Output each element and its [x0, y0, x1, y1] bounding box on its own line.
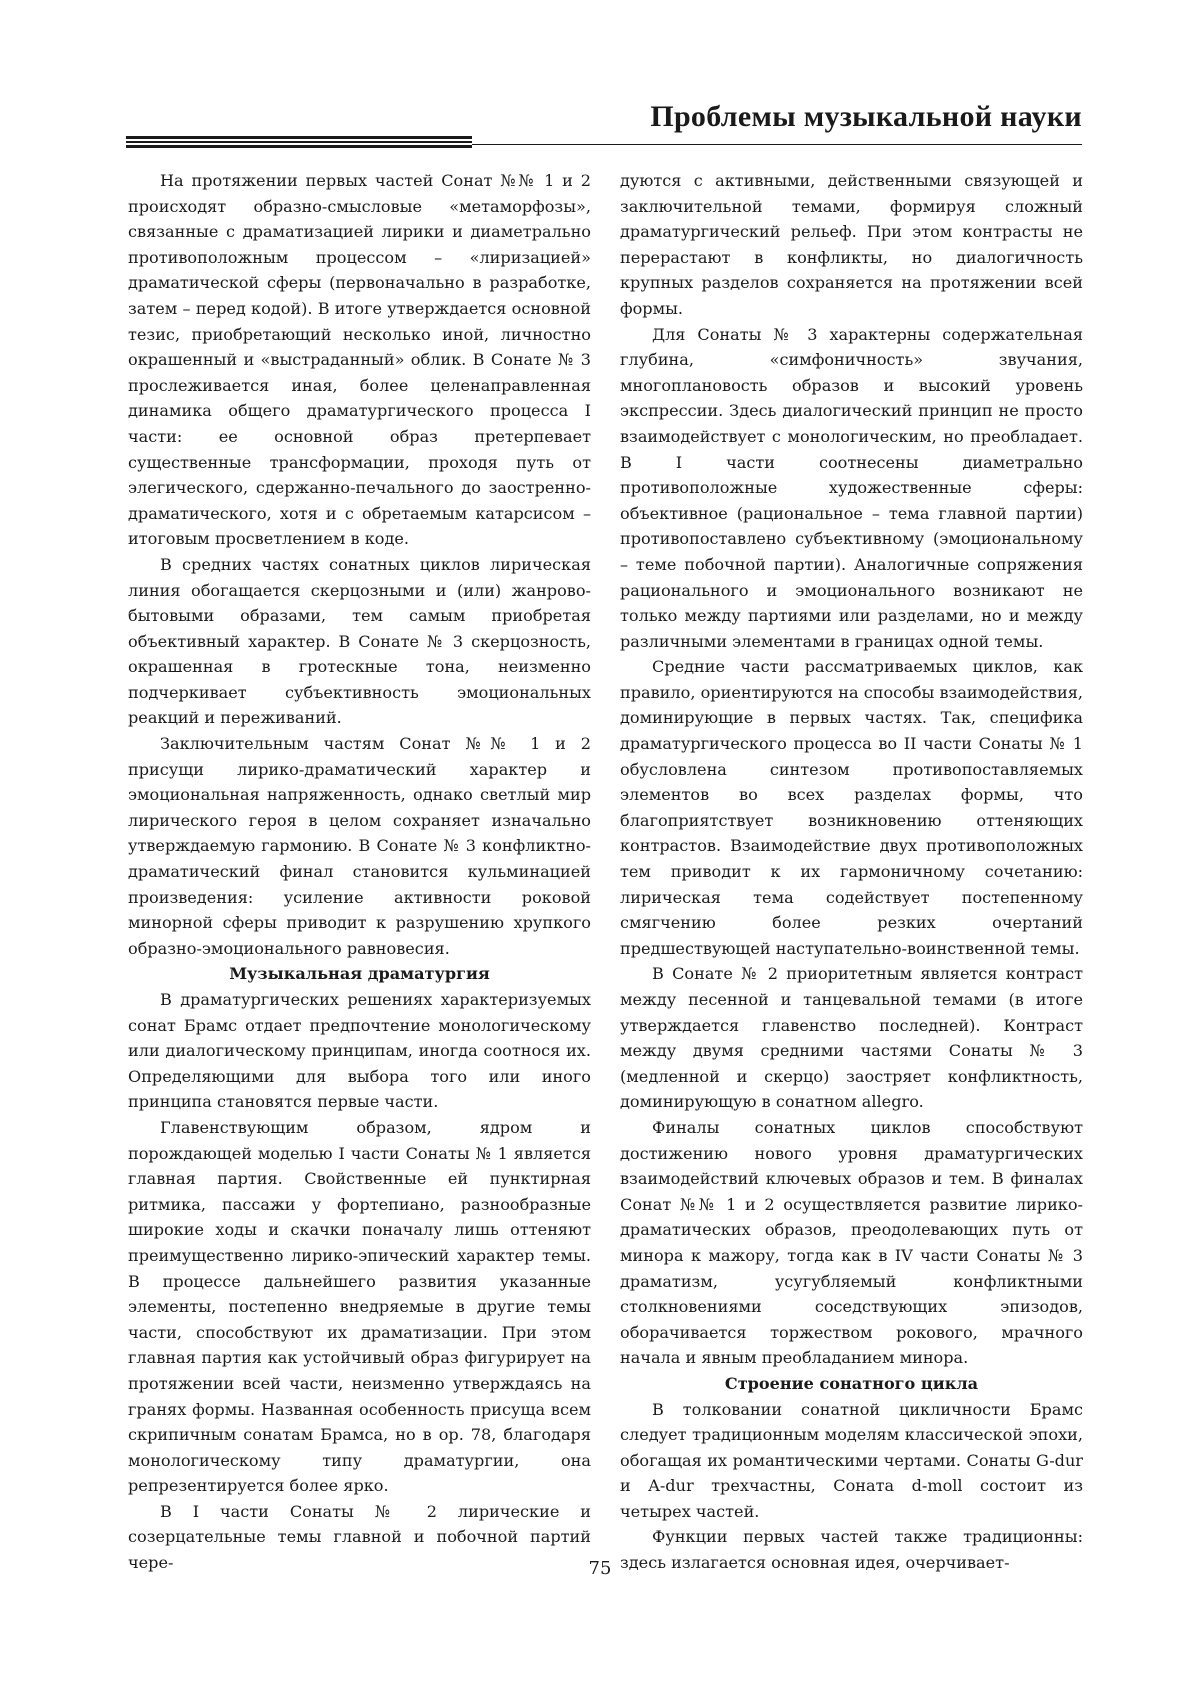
paragraph: Средние части рассматриваемых циклов, как правило, ориентируются на способы взаимодействия, доминирующие в первых частях. Так, специфика драматургического процесса во II части Сонаты № 1 обусловлена синтезом противопоставляемых элементов во всех разделах формы, что благоприятствует возникновению оттеняющих контрастов. Взаимодействие двух противоположных тем приводит к их гармоничному сочетанию: лирическая тема содействует постепенному смягчению более резких очертаний предшествующей наступательно-воинственной темы. [620, 657, 1083, 958]
running-header [126, 98, 1082, 150]
right-column [620, 168, 1083, 1576]
section-heading-cycle-structure: Строение сонатного цикла [724, 1373, 979, 1393]
header-decorative-rules [126, 136, 472, 150]
page-number: 75 [588, 1558, 612, 1579]
paragraph: В I части Сонаты № 2 лирические и созерцательные темы главной и побочной партий чере- [128, 1501, 591, 1573]
paragraph: В средних частях сонатных циклов лирическая линия обогащается скерцозными и (или) жанрово-бытовыми образами, тем самым приобретая объективный характер. В Сонате № 3 скерцозность, окрашенная в гротескные тона, неизменно подчеркивает субъективность эмоциональных реакций и переживаний. [128, 554, 591, 728]
paragraph: На протяжении первых частей Сонат №№ 1 и 2 происходят образно-смысловые «метаморфозы», связанные с драматизацией лирики и диаметрально противоположным процессом – «лиризацией» драматической сферы (первоначально в разработке, затем – перед кодой). В итоге утверждается основной тезис, приобретающий несколько иной, личностно окрашенный и «выстраданный» облик. В Сонате № 3 прослеживается иная, более целенаправленная динамика общего драматургического процесса I части: ее основной образ претерпевает существенные трансформации, проходя путь от элегического, сдержанно-печального до заостренно-драматического, хотя и с обретаемым катарсисом – итоговым просветлением в коде. [128, 171, 591, 549]
paragraph: Финалы сонатных циклов способствуют достижению нового уровня драматургических взаимодействий ключевых образов и тем. В финалах Сонат №№ 1 и 2 осуществляется развитие лирико-драматических образов, преодолевающих путь от минора к мажору, тогда как в IV части Сонаты № 3 драматизм, усугубляемый конфликтными столкновениями соседствующих эпизодов, оборачивается торжеством рокового, мрачного начала и явным преобладанием минора. [620, 1117, 1083, 1368]
left-column [128, 168, 591, 1576]
paragraph-continued: дуются с активными, действенными связующей и заключительной темами, формируя сложный драматургический рельеф. При этом контрасты не перерастают в конфликты, но диалогичность крупных разделов сохраняется на протяжении всей формы. [620, 171, 1083, 318]
paragraph: Заключительным частям Сонат №№ 1 и 2 присущи лирико-драматический характер и эмоциональная напряженность, однако светлый мир лирического героя в целом сохраняет изначально утверждаемую гармонию. В Сонате № 3 конфликтно-драматический финал становится кульминацией произведения: усиление активности роковой минорной сферы приводит к разрушению хрупкого образно-эмоционального равновесия. [128, 734, 591, 958]
header-rule [472, 144, 1082, 145]
paragraph: В драматургических решениях характеризуемых сонат Брамс отдает предпочтение монологическому или диалогическому принципам, иногда соотнося их. Определяющими для выбора того или иного принципа становятся первые части. [128, 990, 591, 1112]
paragraph: Для Сонаты № 3 характерны содержательная глубина, «симфоничность» звучания, многоплановость образов и высокий уровень экспрессии. Здесь диалогический принцип не просто взаимодействует с монологическим, но преобладает. В I части соотнесены диаметрально противоположные художественные сферы: объективное (рациональное – тема главной партии) противопоставлено субъективному (эмоциональному – теме побочной партии). Аналогичные сопряжения рационального и эмоционального возникают не только между партиями или разделами, но и между различными элементами в границах одной темы. [620, 324, 1083, 651]
paragraph: В Сонате № 2 приоритетным является контраст между песенной и танцевальной темами (в итоге утверждается главенство последней). Контраст между двумя средними частями Сонаты № 3 (медленной и скерцо) заостряет конфликтность, доминирующую в сонатном allegro. [620, 964, 1083, 1112]
journal-title: Проблемы музыкальной науки [650, 100, 1082, 133]
paragraph: Главенствующим образом, ядром и порождающей моделью I части Сонаты № 1 является главная партия. Свойственные ей пунктирная ритмика, пассажи у фортепиано, разнообразные широкие ходы и скачки поначалу лишь оттеняют преимущественно лирико-эпический характер темы. В процессе дальнейшего развития указанные элементы, постепенно внедряемые в другие темы части, способствуют их драматизации. При этом главная партия как устойчивый образ фигурирует на протяжении всей части, неизменно утверждаясь на гранях формы. Названная особенность присуща всем скрипичным сонатам Брамса, но в ор. 78, благодаря монологическому типу драматургии, она репрезентируется более ярко. [128, 1117, 591, 1496]
section-heading-dramaturgy: Музыкальная драматургия [229, 964, 490, 984]
paragraph: Функции первых частей также традиционны: здесь излагается основная идея, очерчивает- [620, 1527, 1083, 1573]
paragraph: В толковании сонатной цикличности Брамс следует традиционным моделям классической эпохи, обогащая их романтическими чертами. Сонаты G-dur и A-dur трехчастны, Соната d-moll состоит из четырех частей. [620, 1399, 1083, 1521]
